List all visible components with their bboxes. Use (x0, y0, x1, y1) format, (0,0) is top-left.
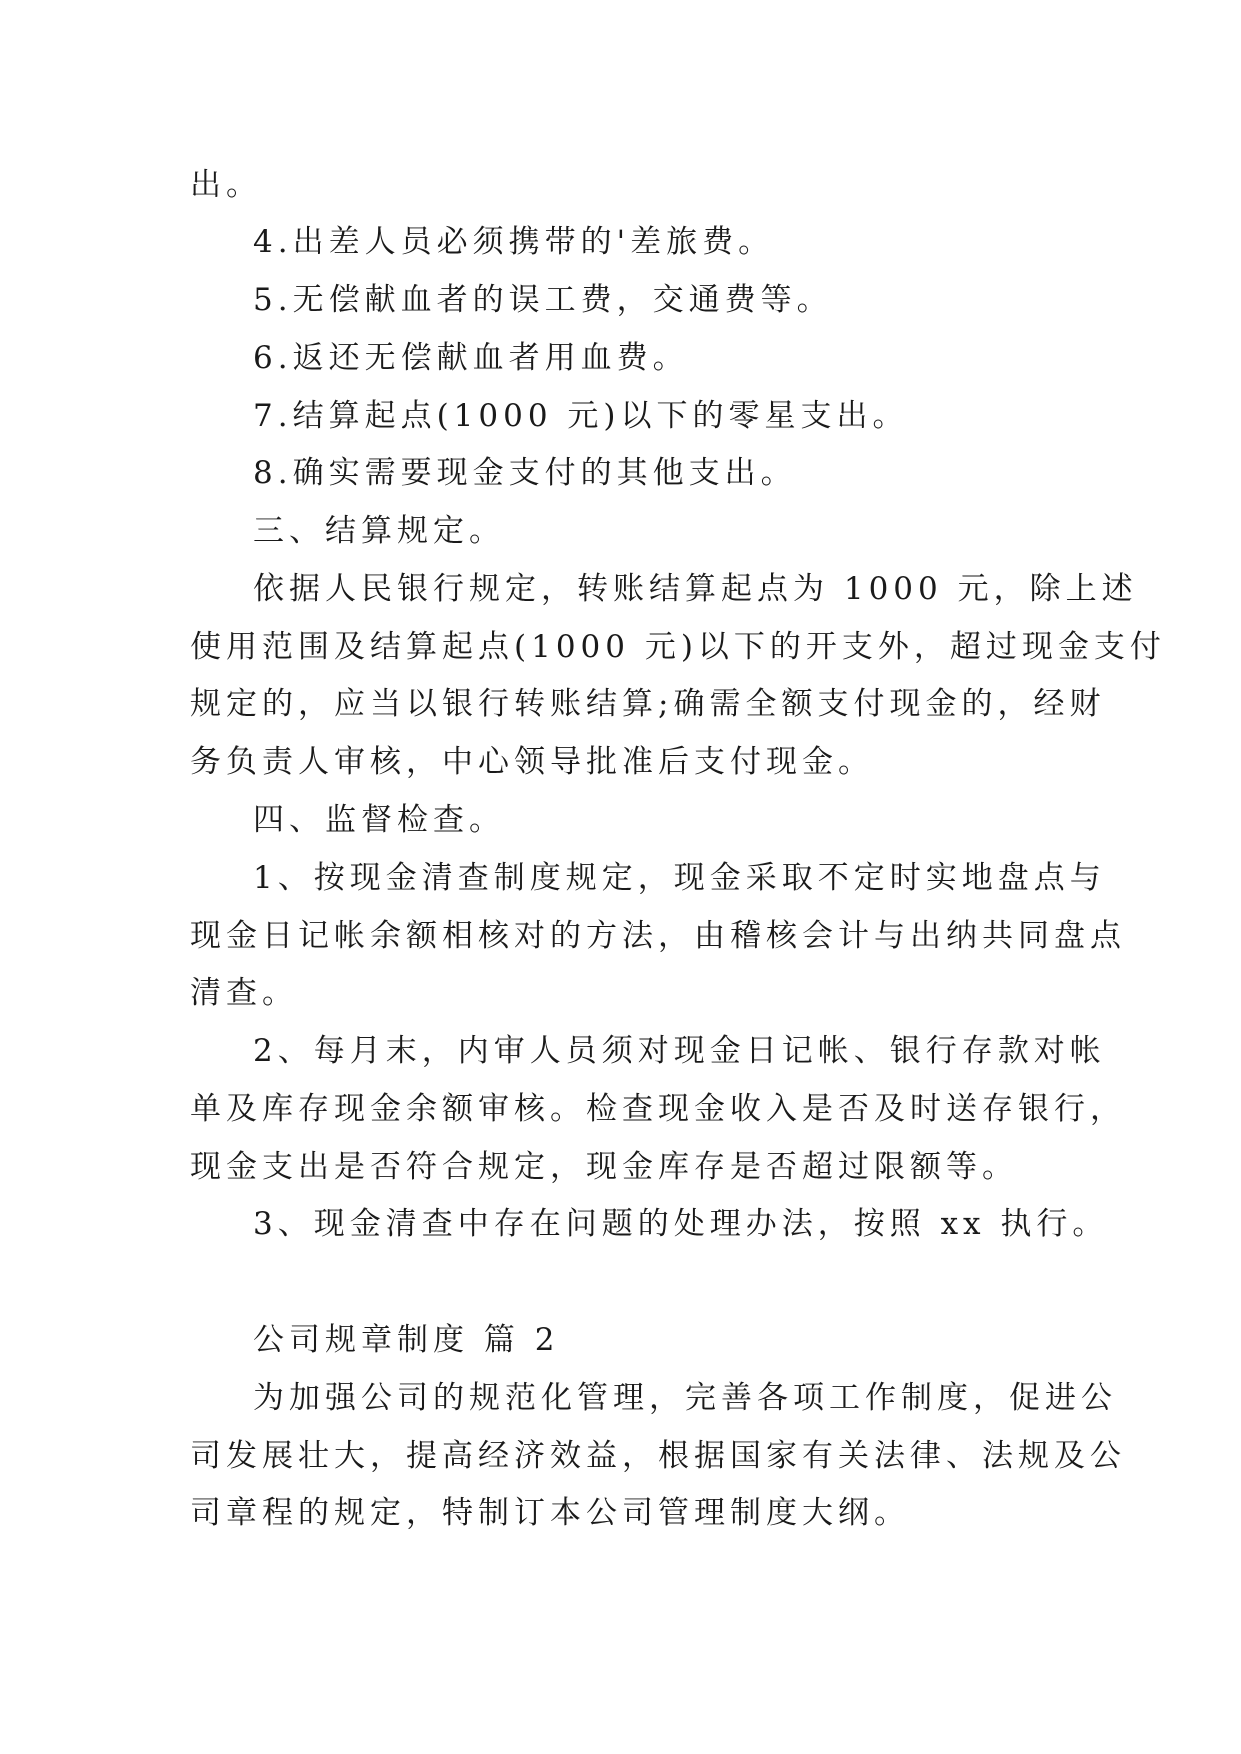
section-heading: 三、结算规定。 (253, 513, 505, 549)
paragraph-line: 3、现金清查中存在问题的处理办法，按照 xx 执行。 (253, 1206, 1109, 1242)
paragraph-line: 为加强公司的规范化管理，完善各项工作制度，促进公 (253, 1380, 1117, 1416)
section-heading: 四、监督检查。 (253, 802, 505, 838)
paragraph-line: 清查。 (190, 975, 298, 1011)
paragraph-line: 5.无偿献血者的误工费，交通费等。 (253, 282, 833, 318)
paragraph-line: 2、每月末，内审人员须对现金日记帐、银行存款对帐 (253, 1033, 1106, 1069)
article-title: 公司规章制度 篇 2 (253, 1322, 560, 1358)
paragraph-line: 现金日记帐余额相核对的方法，由稽核会计与出纳共同盘点 (190, 918, 1126, 954)
paragraph-line: 1、按现金清查制度规定，现金采取不定时实地盘点与 (253, 860, 1106, 896)
paragraph-line: 现金支出是否符合规定，现金库存是否超过限额等。 (190, 1149, 1018, 1185)
paragraph-line: 7.结算起点(1000 元)以下的零星支出。 (253, 398, 909, 434)
paragraph-line: 使用范围及结算起点(1000 元)以下的开支外，超过现金支付 (190, 629, 1166, 665)
paragraph-line: 司章程的规定，特制订本公司管理制度大纲。 (190, 1495, 910, 1531)
paragraph-line: 6.返还无偿献血者用血费。 (253, 340, 689, 376)
paragraph-line: 务负责人审核，中心领导批准后支付现金。 (190, 744, 874, 780)
paragraph-line: 规定的，应当以银行转账结算;确需全额支付现金的，经财 (190, 686, 1106, 722)
paragraph-line: 单及库存现金余额审核。检查现金收入是否及时送存银行， (190, 1091, 1126, 1127)
paragraph-line: 出。 (190, 167, 262, 203)
paragraph-line: 依据人民银行规定，转账结算起点为 1000 元，除上述 (253, 571, 1138, 607)
paragraph-line: 4.出差人员必须携带的'差旅费。 (253, 224, 775, 260)
paragraph-line: 司发展壮大，提高经济效益，根据国家有关法律、法规及公 (190, 1438, 1126, 1474)
paragraph-line: 8.确实需要现金支付的其他支出。 (253, 455, 797, 491)
